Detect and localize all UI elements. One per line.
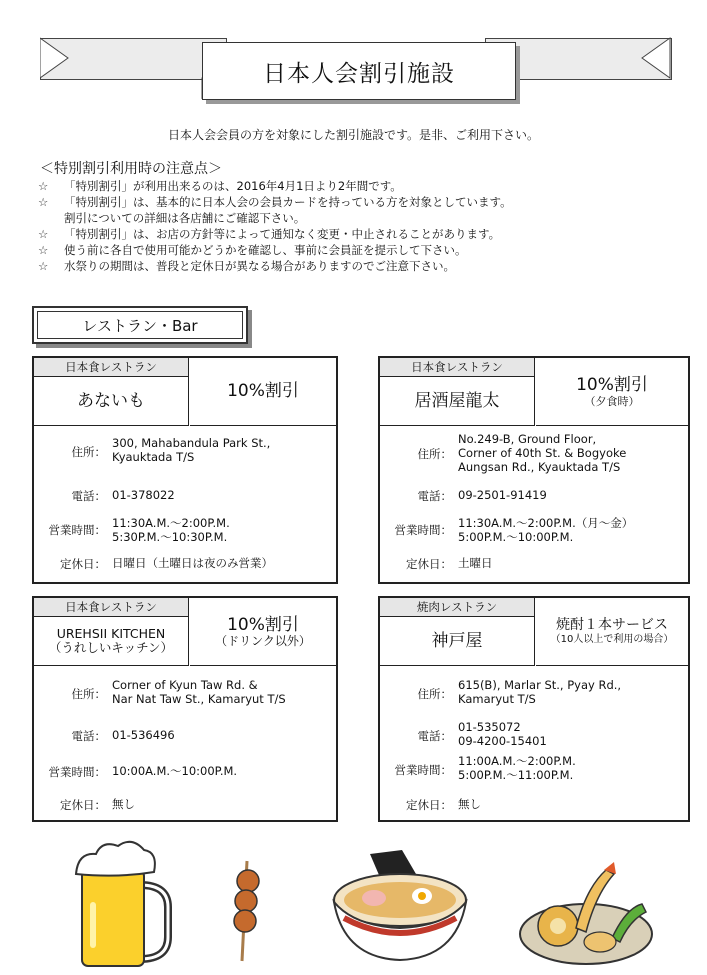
star-icon: ☆ xyxy=(38,259,49,273)
yakitori-icon xyxy=(222,855,272,965)
star-icon: ☆ xyxy=(38,227,49,241)
discount-box: 10%割引 xyxy=(190,358,336,426)
hours-label: 営業時間： xyxy=(48,523,106,537)
closed-value: 土曜日 xyxy=(458,556,493,570)
phone-label: 電話： xyxy=(417,489,452,503)
category-label: 日本食レストラン xyxy=(380,358,535,377)
restaurant-name: あないも xyxy=(34,377,189,426)
section-heading: レストラン・Bar xyxy=(37,311,243,339)
note-item: ☆ 水祭りの期間は、普段と定休日が異なる場合がありますのでご注意下さい。 xyxy=(38,259,455,273)
star-icon: ☆ xyxy=(38,179,49,193)
restaurant-name: 神戸屋 xyxy=(380,617,535,666)
closed-label: 定休日： xyxy=(406,557,452,571)
closed-label: 定休日： xyxy=(60,557,106,571)
phone-value: 01-535072 09-4200-15401 xyxy=(458,720,547,748)
category-label: 日本食レストラン xyxy=(34,598,189,617)
closed-value: 無し xyxy=(458,797,481,811)
closed-value: 日曜日（土曜日は夜のみ営業） xyxy=(112,556,273,570)
note-item: ☆ 使う前に各自で使用可能かどうかを確認し、事前に会員証を提示して下さい。 xyxy=(38,243,467,257)
intro-text: 日本人会会員の方を対象にした割引施設です。是非、ご利用下さい。 xyxy=(167,128,540,142)
note-item: ☆ 「特別割引」は、お店の方針等によって通知なく変更・中止されることがあります。 xyxy=(38,227,501,241)
closed-label: 定休日： xyxy=(406,798,452,812)
page-title: 日本人会割引施設 xyxy=(202,42,516,100)
closed-label: 定休日： xyxy=(60,798,106,812)
category-label: 焼肉レストラン xyxy=(380,598,535,617)
address-label: 住所： xyxy=(417,447,452,461)
star-icon: ☆ xyxy=(38,243,49,257)
star-icon: ☆ xyxy=(38,195,49,209)
restaurant-card-ureshii xyxy=(32,596,338,822)
category-label: 日本食レストラン xyxy=(34,358,189,377)
restaurant-name: UREHSII KITCHEN （うれしいキッチン） xyxy=(34,617,189,666)
beer-mug-icon xyxy=(70,840,180,970)
discount-box: 10%割引 （夕食時） xyxy=(536,358,688,426)
phone-label: 電話： xyxy=(71,729,106,743)
restaurant-card-kobeya xyxy=(378,596,690,822)
address-value: No.249-B, Ground Floor, Corner of 40th St. & Bogyoke Aungsan Rd., Kyauktada T/S xyxy=(458,432,627,474)
note-item-continued: 割引についての詳細は各店舗にご確認下さい。 xyxy=(64,211,306,225)
note-item: ☆ 「特別割引」が利用出来るのは、2016年4月1日より2年間です。 xyxy=(38,179,402,193)
hours-value: 11:00A.M.～2:00P.M. 5:00P.M.～11:00P.M. xyxy=(458,754,576,782)
address-label: 住所： xyxy=(71,445,106,459)
note-item: ☆ 「特別割引」は、基本的に日本人会の会員カードを持っている方を対象としています。 xyxy=(38,195,512,209)
restaurant-card-ryuta xyxy=(378,356,690,584)
address-label: 住所： xyxy=(71,687,106,701)
tempura-icon xyxy=(516,858,656,970)
hours-label: 営業時間： xyxy=(48,765,106,779)
phone-value: 01-536496 xyxy=(112,728,175,742)
hours-label: 営業時間： xyxy=(394,523,452,537)
address-value: 300, Mahabandula Park St., Kyauktada T/S xyxy=(112,436,271,464)
closed-value: 無し xyxy=(112,797,135,811)
discount-box: 焼酎１本サービス （10人以上で利用の場合） xyxy=(536,598,688,666)
section-heading-box xyxy=(32,306,248,344)
phone-value: 01-378022 xyxy=(112,488,175,502)
notes-heading: ＜特別割引利用時の注意点＞ xyxy=(40,161,222,177)
restaurant-name: 居酒屋龍太 xyxy=(380,377,535,426)
hours-value: 11:30A.M.～2:00P.M.（月～金） 5:00P.M.～10:00P.M. xyxy=(458,516,634,544)
ramen-icon xyxy=(330,848,470,968)
phone-label: 電話： xyxy=(71,489,106,503)
discount-box: 10%割引 （ドリンク以外） xyxy=(190,598,336,666)
address-value: Corner of Kyun Taw Rd. & Nar Nat Taw St., Kamaryut T/S xyxy=(112,678,286,706)
address-value: 615(B), Marlar St., Pyay Rd., Kamaryut T/S xyxy=(458,678,622,706)
hours-value: 10:00A.M.～10:00P.M. xyxy=(112,764,238,778)
restaurant-card-anaimo xyxy=(32,356,338,584)
hours-label: 営業時間： xyxy=(394,763,452,777)
phone-value: 09-2501-91419 xyxy=(458,488,547,502)
phone-label: 電話： xyxy=(417,729,452,743)
address-label: 住所： xyxy=(417,687,452,701)
hours-value: 11:30A.M.～2:00P.M. 5:30P.M.～10:30P.M. xyxy=(112,516,230,544)
